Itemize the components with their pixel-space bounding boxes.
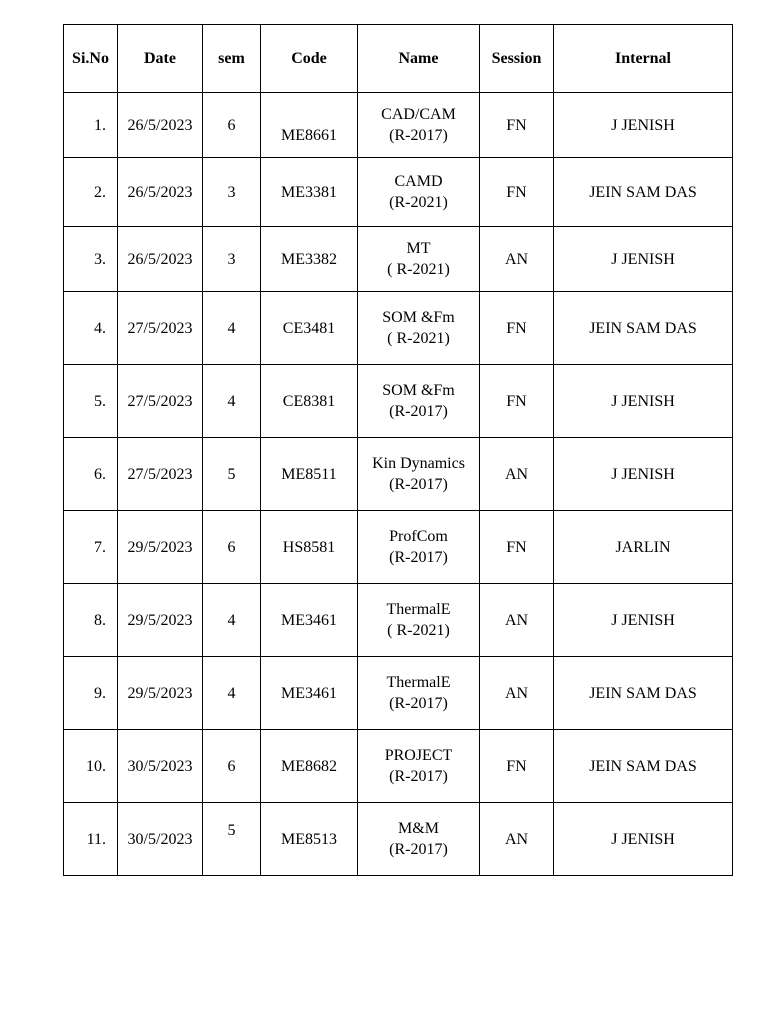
cell-code: CE8381: [261, 365, 358, 438]
subject-name: SOM &Fm: [382, 382, 455, 399]
cell-date: 26/5/2023: [118, 227, 203, 292]
cell-name: [358, 438, 480, 511]
cell-name: [358, 227, 480, 292]
regulation: (R-2021): [389, 194, 448, 211]
cell-session: FN: [480, 158, 554, 227]
cell-sem: 4: [203, 365, 261, 438]
table-row: [64, 158, 733, 227]
regulation: (R-2017): [389, 476, 448, 493]
cell-code: ME3461: [261, 584, 358, 657]
subject-name: ProfCom: [389, 528, 448, 545]
cell-sem: 4: [203, 584, 261, 657]
subject-name: CAD/CAM: [381, 106, 456, 123]
regulation: (R-2017): [389, 403, 448, 420]
subject-name: PROJECT: [384, 747, 453, 764]
cell-date: 27/5/2023: [118, 365, 203, 438]
regulation: (R-2017): [389, 768, 448, 785]
table-row: [64, 511, 733, 584]
cell-code: CE3481: [261, 292, 358, 365]
cell-name: [358, 803, 480, 876]
header-name: Name: [358, 25, 480, 93]
cell-code: ME8661: [261, 93, 358, 158]
cell-sno: 7.: [64, 511, 118, 584]
header-sem: sem: [203, 25, 261, 93]
cell-name: [358, 158, 480, 227]
cell-sno: 9.: [64, 657, 118, 730]
cell-date: 26/5/2023: [118, 93, 203, 158]
exam-schedule-table: [63, 24, 733, 876]
cell-session: FN: [480, 730, 554, 803]
cell-sem: 6: [203, 511, 261, 584]
regulation: (R-2017): [389, 549, 448, 566]
cell-sno: 3.: [64, 227, 118, 292]
cell-session: AN: [480, 438, 554, 511]
subject-name: SOM &Fm: [382, 309, 455, 326]
cell-date: 30/5/2023: [118, 803, 203, 876]
table-row: [64, 803, 733, 876]
cell-date: 30/5/2023: [118, 730, 203, 803]
cell-sem: 6: [203, 730, 261, 803]
cell-sno: 10.: [64, 730, 118, 803]
cell-sem: 5: [203, 438, 261, 511]
cell-session: AN: [480, 803, 554, 876]
cell-sno: 4.: [64, 292, 118, 365]
regulation: ( R-2021): [387, 261, 450, 278]
regulation: (R-2017): [389, 695, 448, 712]
cell-internal: JEIN SAM DAS: [554, 158, 733, 227]
cell-date: 27/5/2023: [118, 438, 203, 511]
cell-session: AN: [480, 227, 554, 292]
cell-date: 27/5/2023: [118, 292, 203, 365]
cell-internal: J JENISH: [554, 227, 733, 292]
cell-sno: 2.: [64, 158, 118, 227]
table-row: [64, 657, 733, 730]
cell-session: FN: [480, 292, 554, 365]
cell-sem: 5: [203, 803, 261, 876]
cell-internal: JARLIN: [554, 511, 733, 584]
cell-name: [358, 292, 480, 365]
cell-name: [358, 93, 480, 158]
cell-code: ME3381: [261, 158, 358, 227]
header-sno: Si.No: [64, 25, 118, 93]
cell-internal: J JENISH: [554, 584, 733, 657]
subject-name: ThermalE: [386, 674, 451, 691]
regulation: (R-2017): [389, 841, 448, 858]
cell-code: ME8682: [261, 730, 358, 803]
cell-code: ME3382: [261, 227, 358, 292]
cell-date: 29/5/2023: [118, 511, 203, 584]
cell-sno: 5.: [64, 365, 118, 438]
table-row: [64, 730, 733, 803]
subject-name: M&M: [398, 820, 439, 837]
cell-internal: JEIN SAM DAS: [554, 730, 733, 803]
table-row: [64, 365, 733, 438]
table-row: [64, 438, 733, 511]
cell-sno: 11.: [64, 803, 118, 876]
header-internal: Internal: [554, 25, 733, 93]
cell-sem: 6: [203, 93, 261, 158]
subject-name: Kin Dynamics: [372, 455, 465, 472]
cell-internal: JEIN SAM DAS: [554, 657, 733, 730]
cell-sem: 3: [203, 158, 261, 227]
cell-internal: J JENISH: [554, 803, 733, 876]
cell-internal: JEIN SAM DAS: [554, 292, 733, 365]
cell-date: 26/5/2023: [118, 158, 203, 227]
cell-internal: J JENISH: [554, 438, 733, 511]
regulation: (R-2017): [389, 127, 448, 144]
cell-session: AN: [480, 584, 554, 657]
cell-name: [358, 657, 480, 730]
subject-name: ThermalE: [386, 601, 451, 618]
subject-name: CAMD: [394, 173, 443, 190]
cell-sem: 4: [203, 657, 261, 730]
cell-session: FN: [480, 93, 554, 158]
cell-sno: 1.: [64, 93, 118, 158]
cell-code: ME8513: [261, 803, 358, 876]
header-code: Code: [261, 25, 358, 93]
table-row: [64, 93, 733, 158]
subject-name: MT: [406, 240, 431, 257]
regulation: ( R-2021): [387, 330, 450, 347]
header-row: [64, 25, 733, 93]
cell-session: AN: [480, 657, 554, 730]
cell-session: FN: [480, 365, 554, 438]
cell-name: [358, 511, 480, 584]
cell-sno: 8.: [64, 584, 118, 657]
cell-date: 29/5/2023: [118, 657, 203, 730]
cell-internal: J JENISH: [554, 93, 733, 158]
header-session: Session: [480, 25, 554, 93]
cell-session: FN: [480, 511, 554, 584]
cell-sem: 4: [203, 292, 261, 365]
header-date: Date: [118, 25, 203, 93]
cell-name: [358, 584, 480, 657]
cell-sem: 3: [203, 227, 261, 292]
regulation: ( R-2021): [387, 622, 450, 639]
cell-name: [358, 730, 480, 803]
table-row: [64, 227, 733, 292]
cell-date: 29/5/2023: [118, 584, 203, 657]
cell-internal: J JENISH: [554, 365, 733, 438]
table-row: [64, 292, 733, 365]
cell-sno: 6.: [64, 438, 118, 511]
table-row: [64, 584, 733, 657]
cell-name: [358, 365, 480, 438]
cell-code: ME3461: [261, 657, 358, 730]
cell-code: HS8581: [261, 511, 358, 584]
cell-code: ME8511: [261, 438, 358, 511]
